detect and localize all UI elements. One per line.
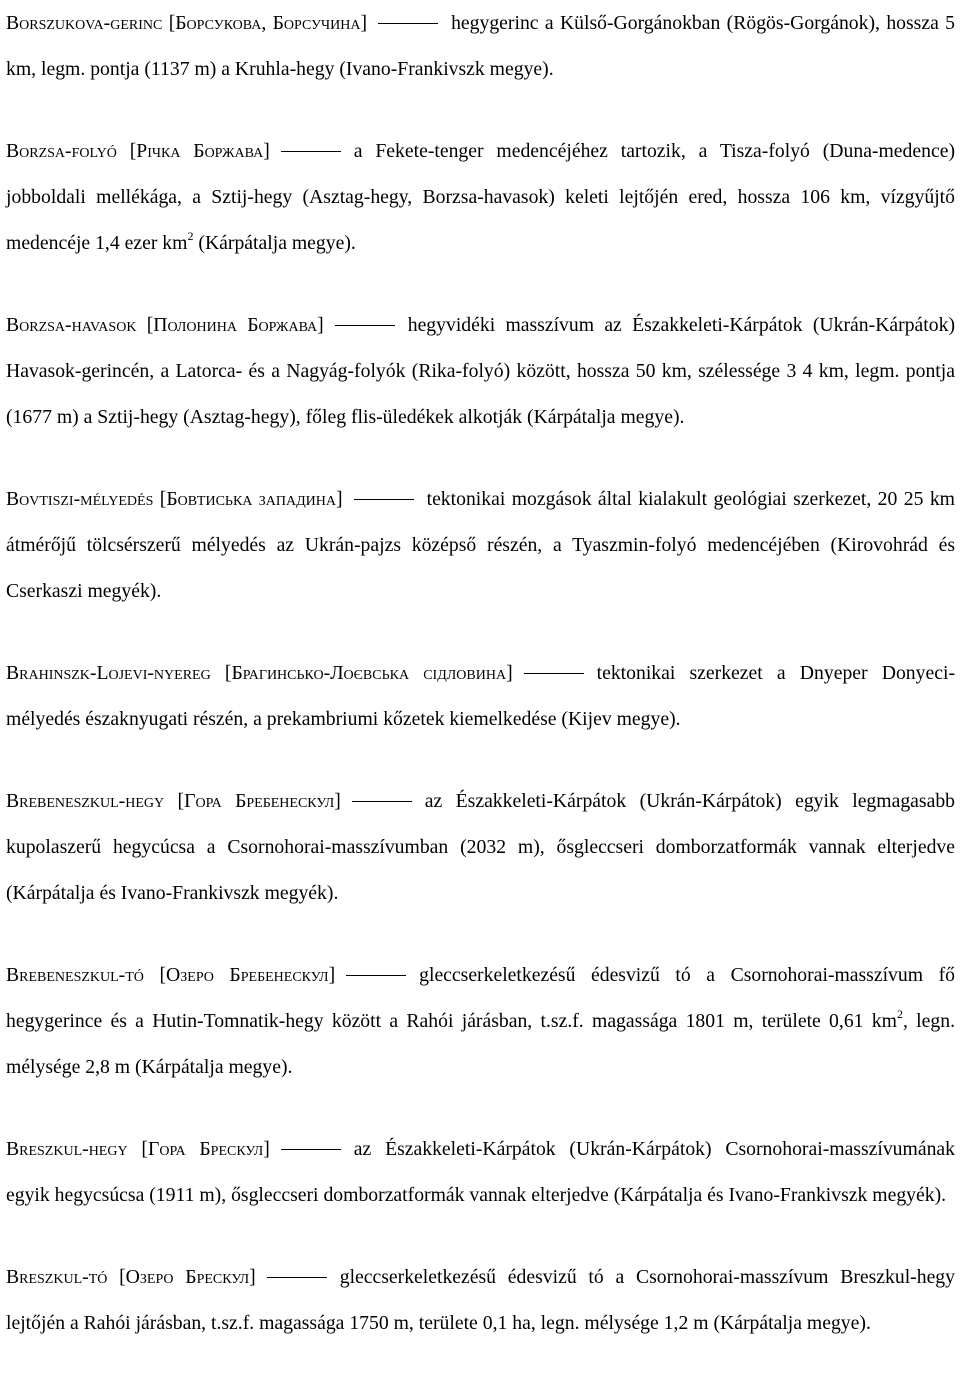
entry-list: [6, 0, 955, 1346]
em-dash: [354, 499, 414, 500]
entry-native-name: Гора Бребенескул: [184, 790, 335, 812]
glossary-entry: Brebeneszkul-hegy [Гора Бребенескул] az Északkeleti-Kárpátok (Ukrán-Kárpátok) egyik legmagasabb kupolaszerű hegycúcsa a Csornohorai-masszívumban (2032 m), ősgleccseri domborzatformák vannak elterjedve (Kárpátalja és Ivano-Frankivszk megyék).: [6, 790, 956, 904]
entry-native-name: Полонина Боржава: [153, 314, 318, 336]
em-dash: [281, 151, 341, 152]
entry-headword: Bovtiszi-mélyedés: [6, 488, 154, 510]
entry-native-name: Гора Брескул: [147, 1138, 264, 1160]
entry-native-name: Озеро Бребенескул: [166, 964, 329, 986]
superscript: 2: [896, 1007, 903, 1021]
entry-headword: Brebeneszkul-tó: [6, 964, 144, 986]
entry-headword: Breszkul-tó: [6, 1266, 108, 1288]
entry-definition-tail: (Kárpátalja megye).: [193, 232, 356, 254]
entry-definition: gleccserkeletkezésű édesvizű tó a Csornohorai-masszívum Breszkul-hegy lejtőjén a Rahói járásban, t.sz.f. magassága 1750 m, területe 0,1 ha, legn. mélysége 1,2 m (Kárpátalja megye).: [6, 1266, 955, 1334]
em-dash: [267, 1277, 327, 1278]
entry-definition-tail: , legn. mélysége 2,8 m (Kárpátalja megye).: [6, 1010, 955, 1078]
glossary-entry: Breszkul-tó [Озеро Брескул] gleccserkeletkezésű édesvizű tó a Csornohorai-masszívum Breszkul-hegy lejtőjén a Rahói járásban, t.sz.f. magassága 1750 m, területe 0,1 ha, legn. mélysége 1,2 m (Kárpátalja megye).: [6, 1266, 955, 1334]
em-dash: [378, 23, 438, 24]
glossary-entry: Bovtiszi-mélyedés [Бовтиська западина] tektonikai mozgások által kialakult geológiai szerkezet, 20 25 km átmérőjű tölcsérszerű mélyedés az Ukrán-pajzs középső részén, a Tyaszmin-folyó medencéjében (Kirovohrád és Cserkaszi megyék).: [6, 488, 955, 602]
entry-headword: Borzsa-havasok: [6, 314, 137, 336]
glossary-entry: Borszukova-gerinc [Борсукова, Борсучина] hegygerinc a Külső-Gorgánokban (Rögös-Gorgánok), hossza 5 km, legm. pontja (1137 m) a Kruhla-hegy (Ivano-Frankivszk megye).: [6, 12, 955, 80]
glossary-entry: Borzsa-folyó [Річка Боржава] a Fekete-tenger medencéjéhez tartozik, a Tisza-folyó (Duna-medence) jobboldali mellékága, a Sztij-hegy (Asztag-hegy, Borzsa-havasok) keleti lejtőjén ered, hossza 106 km, vízgyűjtő medencéje 1,4 ezer $km^2$ (Kárpátalja megye).: [6, 140, 956, 254]
entry-headword: Borszukova-gerinc: [6, 12, 163, 34]
entry-headword: Breszkul-hegy: [6, 1138, 128, 1160]
entry-definition: az Északkeleti-Kárpátok (Ukrán-Kárpátok) Csornohorai-masszívumának egyik hegycsúcsa (1911 m), ősgleccseri domborzatformák vannak elterjedve (Kárpátalja és Ivano-Frankivszk megyék).: [6, 1138, 956, 1206]
entry-headword: Brebeneszkul-hegy: [6, 790, 165, 812]
entry-native-name: Озеро Брескул: [125, 1266, 250, 1288]
em-dash: [346, 975, 406, 976]
glossary-entry: Brebeneszkul-tó [Озеро Бребенескул] gleccserkeletkezésű édesvizű tó a Csornohorai-masszívum fő hegygerince és a Hutin-Tomnatik-hegy között a Rahói járásban, t.sz.f. magassága 1801 m, területe 0,61 $km^2$, legn. mélysége 2,8 m (Kárpátalja megye).: [6, 964, 956, 1078]
entry-headword: Brahinszk-Lojevi-nyereg: [6, 662, 211, 684]
entry-native-name: Бовтиська западина: [166, 488, 337, 510]
entry-native-name: Борсукова, Борсучина: [175, 12, 361, 34]
glossary-entry: Breszkul-hegy [Гора Брескул] az Északkeleti-Kárpátok (Ukrán-Kárpátok) Csornohorai-masszívumának egyik hegycsúcsa (1911 m), ősgleccseri domborzatformák vannak elterjedve (Kárpátalja és Ivano-Frankivszk megyék).: [6, 1138, 956, 1206]
entry-definition: hegygerinc a Külső-Gorgánokban (Rögös-Gorgánok), hossza 5 km, legm. pontja (1137 m) a Kruhla-hegy (Ivano-Frankivszk megye).: [6, 12, 955, 80]
entry-definition: gleccserkeletkezésű édesvizű tó a Csornohorai-masszívum fő hegygerince és a Hutin-Tomnatik-hegy között a Rahói járásban, t.sz.f. magassága 1801 m, területe 0,61 km: [6, 964, 956, 1032]
glossary-entry: Brahinszk-Lojevi-nyereg [Брагинсько-Лоєвська сідловина] tektonikai szerkezet a Dnyeper Donyeci-mélyedés északnyugati részén, a prekambriumi kőzetek kiemelkedése (Kijev megye).: [6, 662, 955, 730]
em-dash: [281, 1149, 341, 1150]
entry-definition: az Északkeleti-Kárpátok (Ukrán-Kárpátok) egyik legmagasabb kupolaszerű hegycúcsa a Csornohorai-masszívumban (2032 m), ősgleccseri domborzatformák vannak elterjedve (Kárpátalja és Ivano-Frankivszk megyék).: [6, 790, 956, 904]
entry-definition: hegyvidéki masszívum az Északkeleti-Kárpátok (Ukrán-Kárpátok) Havasok-gerincén, a Latorca- és a Nagyág-folyók (Rika-folyó) között, hossza 50 km, szélessége 3 4 km, legm. pontja (1677 m) a Sztij-hegy (Asztag-hegy), főleg flis-üledékek alkotják (Kárpátalja megye).: [6, 314, 955, 428]
superscript: 2: [187, 229, 194, 243]
entry-native-name: Річка Боржава: [136, 140, 264, 162]
entry-native-name: Брагинсько-Лоєвська сідловина: [231, 662, 507, 684]
entry-definition: a Fekete-tenger medencéjéhez tartozik, a Tisza-folyó (Duna-medence) jobboldali mellékága, a Sztij-hegy (Asztag-hegy, Borzsa-havasok) keleti lejtőjén ered, hossza 106 km, vízgyűjtő medencéje 1,4 ezer km: [6, 140, 956, 254]
em-dash: [352, 801, 412, 802]
em-dash: [524, 673, 584, 674]
em-dash: [335, 325, 395, 326]
entry-headword: Borzsa-folyó: [6, 140, 117, 162]
entry-definition: tektonikai mozgások által kialakult geológiai szerkezet, 20 25 km átmérőjű tölcsérszerű mélyedés az Ukrán-pajzs középső részén, a Tyaszmin-folyó medencéjében (Kirovohrád és Cserkaszi megyék).: [6, 488, 955, 602]
glossary-entry: Borzsa-havasok [Полонина Боржава] hegyvidéki masszívum az Északkeleti-Kárpátok (Ukrán-Kárpátok) Havasok-gerincén, a Latorca- és a Nagyág-folyók (Rika-folyó) között, hossza 50 km, szélessége 3 4 km, legm. pontja (1677 m) a Sztij-hegy (Asztag-hegy), főleg flis-üledékek alkotják (Kárpátalja megye).: [6, 314, 955, 428]
entry-definition: tektonikai szerkezet a Dnyeper Donyeci-mélyedés északnyugati részén, a prekambriumi kőzetek kiemelkedése (Kijev megye).: [6, 662, 955, 730]
